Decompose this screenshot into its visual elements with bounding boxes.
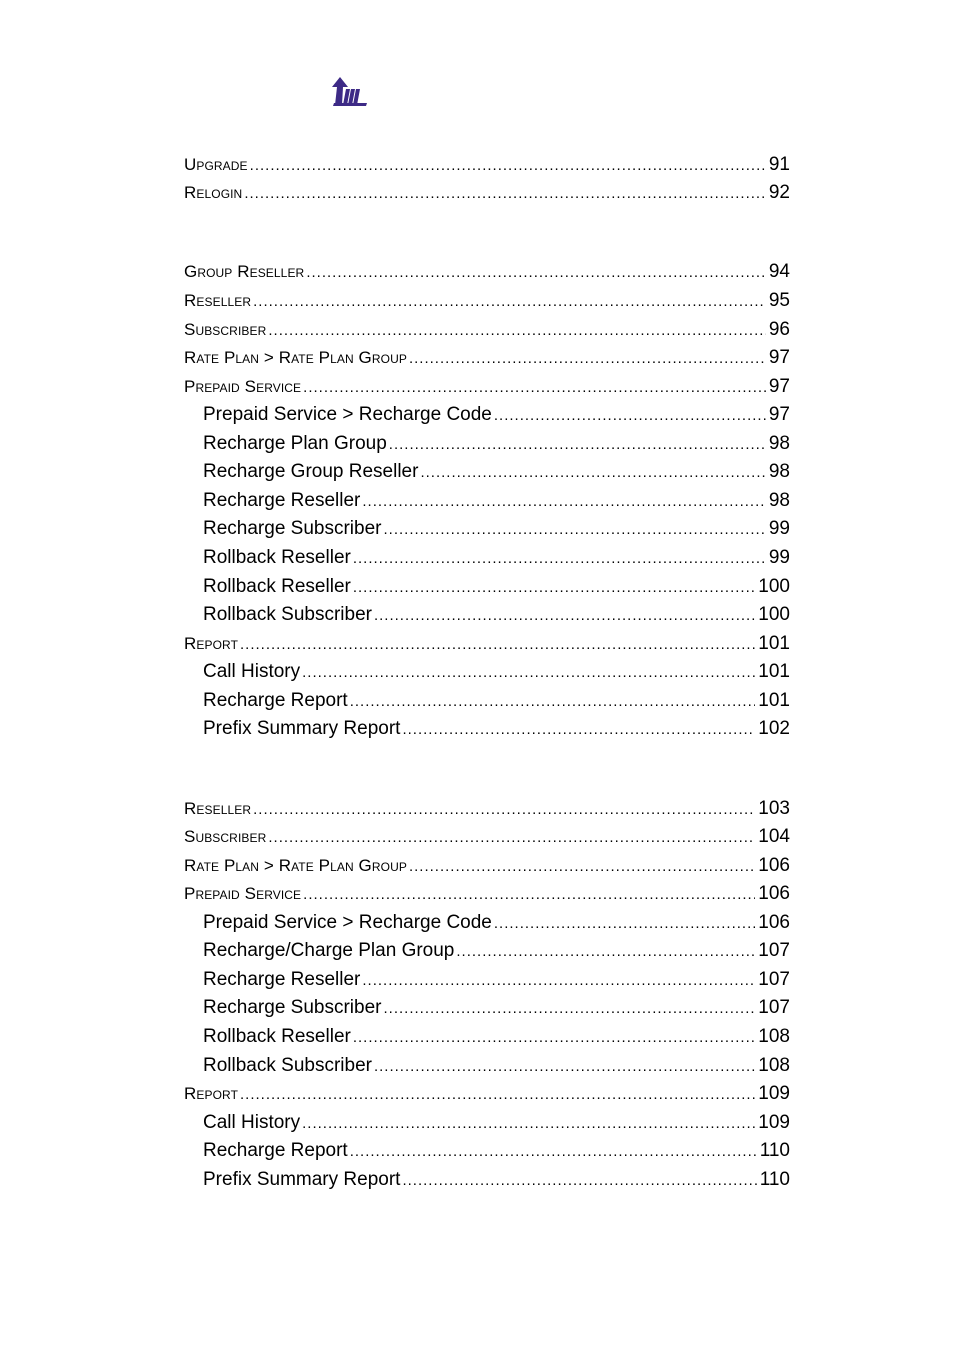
toc-entry-label: Call History <box>203 1112 301 1133</box>
toc-leader-dots <box>253 798 755 822</box>
toc-entry-label: Recharge Group Reseller <box>203 461 419 482</box>
toc-entry-label: Report <box>184 634 238 653</box>
toc-entry-label: Recharge Subscriber <box>203 997 382 1018</box>
toc-entry-label: Recharge Reseller <box>203 490 361 511</box>
toc-page-number: 98 <box>768 433 790 454</box>
toc-leader-dots <box>383 997 755 1021</box>
toc-subentry[interactable] <box>203 546 790 570</box>
toc-leader-dots <box>353 547 766 571</box>
toc-entry-label: Recharge/Charge Plan Group <box>203 940 455 961</box>
toc-entry[interactable] <box>184 882 790 906</box>
toc-entry[interactable] <box>184 632 790 656</box>
toc-entry-label: Subscriber <box>184 320 267 339</box>
company-logo-icon <box>331 77 367 107</box>
toc-page-number: 103 <box>758 798 790 819</box>
toc-leader-dots <box>303 376 766 400</box>
toc-entry-label: Report <box>184 1084 238 1103</box>
toc-leader-dots <box>362 969 755 993</box>
toc-leader-dots <box>240 1083 755 1107</box>
toc-entry-label: Reseller <box>184 291 252 310</box>
toc-entry-label: Rollback Subscriber <box>203 604 372 625</box>
toc-page-number: 102 <box>758 718 790 739</box>
toc-page-number: 96 <box>768 319 790 340</box>
toc-leader-dots <box>303 883 755 907</box>
toc-subentry[interactable] <box>203 432 790 456</box>
toc-page-number: 94 <box>768 261 790 282</box>
toc-entry-label: Prepaid Service > Recharge Code <box>203 404 492 425</box>
toc-entry[interactable] <box>184 797 790 821</box>
toc-entry-label: Reseller <box>184 799 252 818</box>
toc-entry-label: Recharge Subscriber <box>203 518 382 539</box>
toc-entry-label: Rollback Reseller <box>203 576 351 597</box>
toc-entry-label: Recharge Plan Group <box>203 433 387 454</box>
toc-subentry[interactable] <box>203 996 790 1020</box>
toc-entry[interactable] <box>184 181 790 205</box>
toc-entry-label: Prefix Summary Report <box>203 1169 401 1190</box>
toc-leader-dots <box>353 576 755 600</box>
toc-page-number: 100 <box>758 576 790 597</box>
toc-entry-label: Upgrade <box>184 155 248 174</box>
toc-leader-dots <box>244 182 766 206</box>
toc-leader-dots <box>302 661 755 685</box>
toc-leader-dots <box>389 433 766 457</box>
toc-entry[interactable] <box>184 375 790 399</box>
toc-page-number: 101 <box>758 690 790 711</box>
toc-leader-dots <box>409 347 766 371</box>
toc-leader-dots <box>268 826 755 850</box>
toc-page-number: 99 <box>768 518 790 539</box>
toc-entry-label: Recharge Report <box>203 690 348 711</box>
toc-entry-label: Relogin <box>184 183 243 202</box>
toc-leader-dots <box>383 518 765 542</box>
toc-entry[interactable] <box>184 318 790 342</box>
toc-page-number: 97 <box>768 347 790 368</box>
toc-entry-label: Prepaid Service <box>184 377 302 396</box>
toc-subentry[interactable] <box>203 517 790 541</box>
toc-page-number: 107 <box>758 940 790 961</box>
toc-entry-label: Rate Plan > Rate Plan Group <box>184 856 407 875</box>
toc-subentry[interactable] <box>203 1054 790 1078</box>
toc-leader-dots <box>420 461 765 485</box>
toc-leader-dots <box>402 718 755 742</box>
toc-entry[interactable] <box>184 1082 790 1106</box>
toc-page-number: 101 <box>758 661 790 682</box>
toc-entry-label: Rollback Subscriber <box>203 1055 372 1076</box>
toc-entry[interactable] <box>184 260 790 284</box>
toc-subentry[interactable] <box>203 403 790 427</box>
toc-page-number: 99 <box>768 547 790 568</box>
toc-leader-dots <box>402 1169 756 1193</box>
toc-page-number: 104 <box>758 826 790 847</box>
toc-page-number: 101 <box>758 633 790 654</box>
toc-leader-dots <box>350 1140 757 1164</box>
toc-page-number: 108 <box>758 1055 790 1076</box>
toc-page-number: 110 <box>759 1140 790 1161</box>
toc-entry[interactable] <box>184 825 790 849</box>
toc-leader-dots <box>240 633 755 657</box>
toc-subentry[interactable] <box>203 1111 790 1135</box>
toc-page-number: 109 <box>758 1083 790 1104</box>
toc-subentry[interactable] <box>203 460 790 484</box>
toc-subentry[interactable] <box>203 603 790 627</box>
toc-leader-dots <box>374 1055 755 1079</box>
toc-entry-label: Recharge Report <box>203 1140 348 1161</box>
toc-subentry[interactable] <box>203 1168 790 1192</box>
toc-leader-dots <box>494 912 755 936</box>
toc-page-number: 109 <box>758 1112 790 1133</box>
toc-leader-dots <box>409 855 755 879</box>
toc-page-number: 97 <box>768 376 790 397</box>
toc-subentry[interactable] <box>203 1139 790 1163</box>
toc-page-number: 106 <box>758 855 790 876</box>
toc-page-number: 97 <box>768 404 790 425</box>
toc-leader-dots <box>350 690 756 714</box>
toc-page-number: 106 <box>758 912 790 933</box>
toc-entry-label: Prepaid Service <box>184 884 302 903</box>
toc-entry-label: Rate Plan > Rate Plan Group <box>184 348 407 367</box>
toc-page-number: 91 <box>768 154 790 175</box>
toc-entry-label: Subscriber <box>184 827 267 846</box>
toc-leader-dots <box>353 1026 755 1050</box>
toc-page-number: 100 <box>758 604 790 625</box>
toc-leader-dots <box>306 261 766 285</box>
toc-subentry[interactable] <box>203 1025 790 1049</box>
toc-page-number: 107 <box>758 969 790 990</box>
toc-entry-label: Rollback Reseller <box>203 1026 351 1047</box>
toc-entry-label: Recharge Reseller <box>203 969 361 990</box>
toc-entry-label: Call History <box>203 661 301 682</box>
toc-subentry[interactable] <box>203 911 790 935</box>
toc-leader-dots <box>253 290 766 314</box>
toc-leader-dots <box>494 404 766 428</box>
toc-leader-dots <box>250 154 766 178</box>
toc-page-number: 98 <box>768 490 790 511</box>
toc-page-number: 110 <box>759 1169 790 1190</box>
toc-entry-label: Prepaid Service > Recharge Code <box>203 912 492 933</box>
toc-entry-label: Group Reseller <box>184 262 305 281</box>
toc-page-number: 92 <box>768 182 790 203</box>
toc-subentry[interactable] <box>203 660 790 684</box>
toc-leader-dots <box>302 1112 755 1136</box>
toc-leader-dots <box>374 604 755 628</box>
toc-leader-dots <box>362 490 766 514</box>
toc-subentry[interactable] <box>203 717 790 741</box>
toc-subentry[interactable] <box>203 689 790 713</box>
toc-entry[interactable] <box>184 153 790 177</box>
toc-page-number: 107 <box>758 997 790 1018</box>
toc-subentry[interactable] <box>203 939 790 963</box>
toc-leader-dots <box>456 940 755 964</box>
toc-subentry[interactable] <box>203 489 790 513</box>
toc-page-number: 95 <box>768 290 790 311</box>
toc-page-number: 108 <box>758 1026 790 1047</box>
toc-subentry[interactable] <box>203 575 790 599</box>
toc-entry-label: Prefix Summary Report <box>203 718 401 739</box>
toc-page-number: 98 <box>768 461 790 482</box>
toc-entry[interactable] <box>184 346 790 370</box>
toc-page-number: 106 <box>758 883 790 904</box>
toc-subentry[interactable] <box>203 968 790 992</box>
toc-leader-dots <box>268 319 766 343</box>
toc-entry[interactable] <box>184 289 790 313</box>
toc-entry-label: Rollback Reseller <box>203 547 351 568</box>
toc-entry[interactable] <box>184 854 790 878</box>
